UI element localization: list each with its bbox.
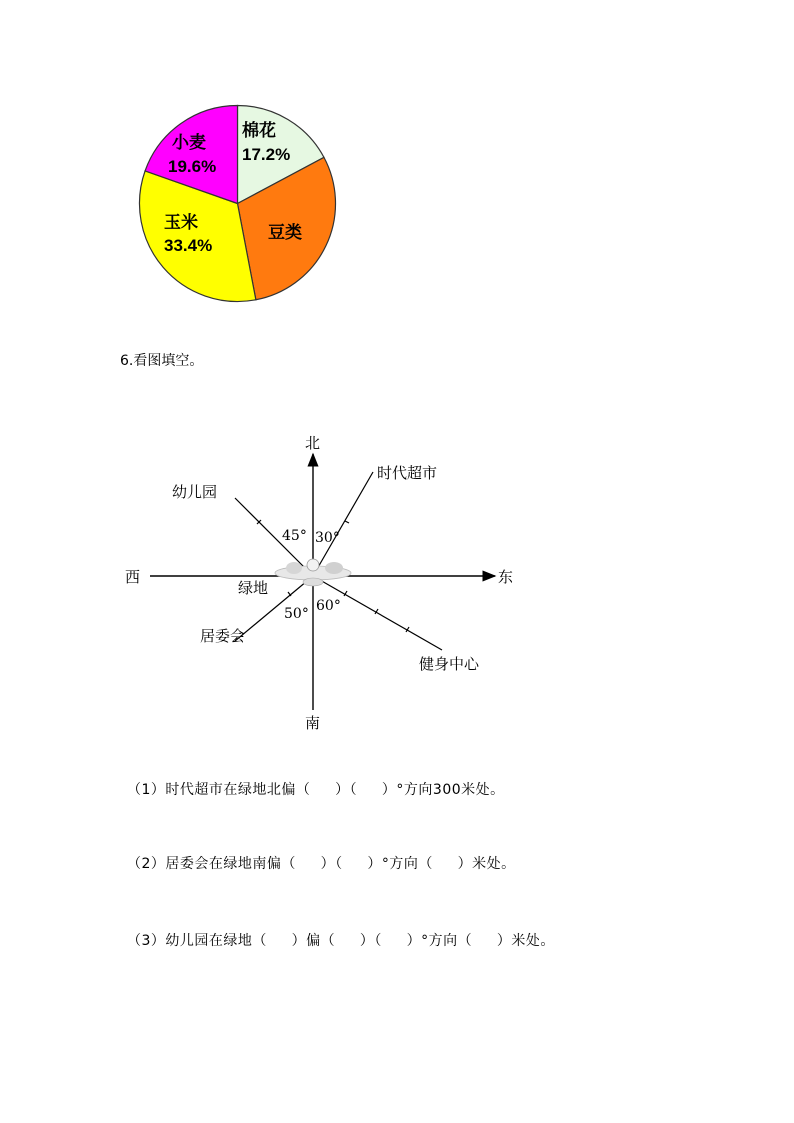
place-label-supermarket: 时代超市 — [377, 464, 438, 482]
question-title: 6.看图填空。 — [120, 353, 204, 369]
pie-label-corn: 玉米 — [164, 213, 198, 232]
angle-label-kindergarten: 45° — [282, 528, 307, 544]
place-label-committee: 居委会 — [200, 627, 246, 645]
question-item-1: （1）时代超市在绿地北偏（ ）（ ）°方向300米处。 — [127, 782, 505, 798]
angle-label-committee: 50° — [284, 606, 309, 622]
question-item-2: （2）居委会在绿地南偏（ ）（ ）°方向（ ）米处。 — [127, 856, 516, 872]
pie-value-cotton: 17.2% — [242, 145, 291, 164]
pie-label-beans: 豆类 — [268, 223, 302, 242]
place-label-gym: 健身中心 — [419, 655, 480, 673]
place-label-kindergarten: 幼儿园 — [172, 483, 218, 501]
center-label-green-space: 绿地 — [238, 579, 269, 597]
pie-label-cotton: 棉花 — [242, 121, 276, 140]
crop-pie-chart — [130, 96, 345, 311]
ray-supermarket — [313, 472, 373, 576]
question-item-3: （3）幼儿园在绿地（ ）偏（ ）（ ）°方向（ ）米处。 — [127, 933, 555, 949]
south-label: 南 — [305, 714, 321, 732]
north-label: 北 — [305, 434, 321, 452]
park-icon — [275, 559, 351, 586]
pie-value-corn: 33.4% — [164, 236, 213, 255]
pie-label-wheat: 小麦 — [172, 133, 206, 152]
angle-label-gym: 60° — [316, 598, 341, 614]
west-label: 西 — [125, 568, 141, 586]
direction-diagram — [110, 420, 530, 740]
angle-label-supermarket: 30° — [315, 530, 340, 546]
pie-value-wheat: 19.6% — [168, 157, 217, 176]
east-label: 东 — [498, 568, 514, 586]
